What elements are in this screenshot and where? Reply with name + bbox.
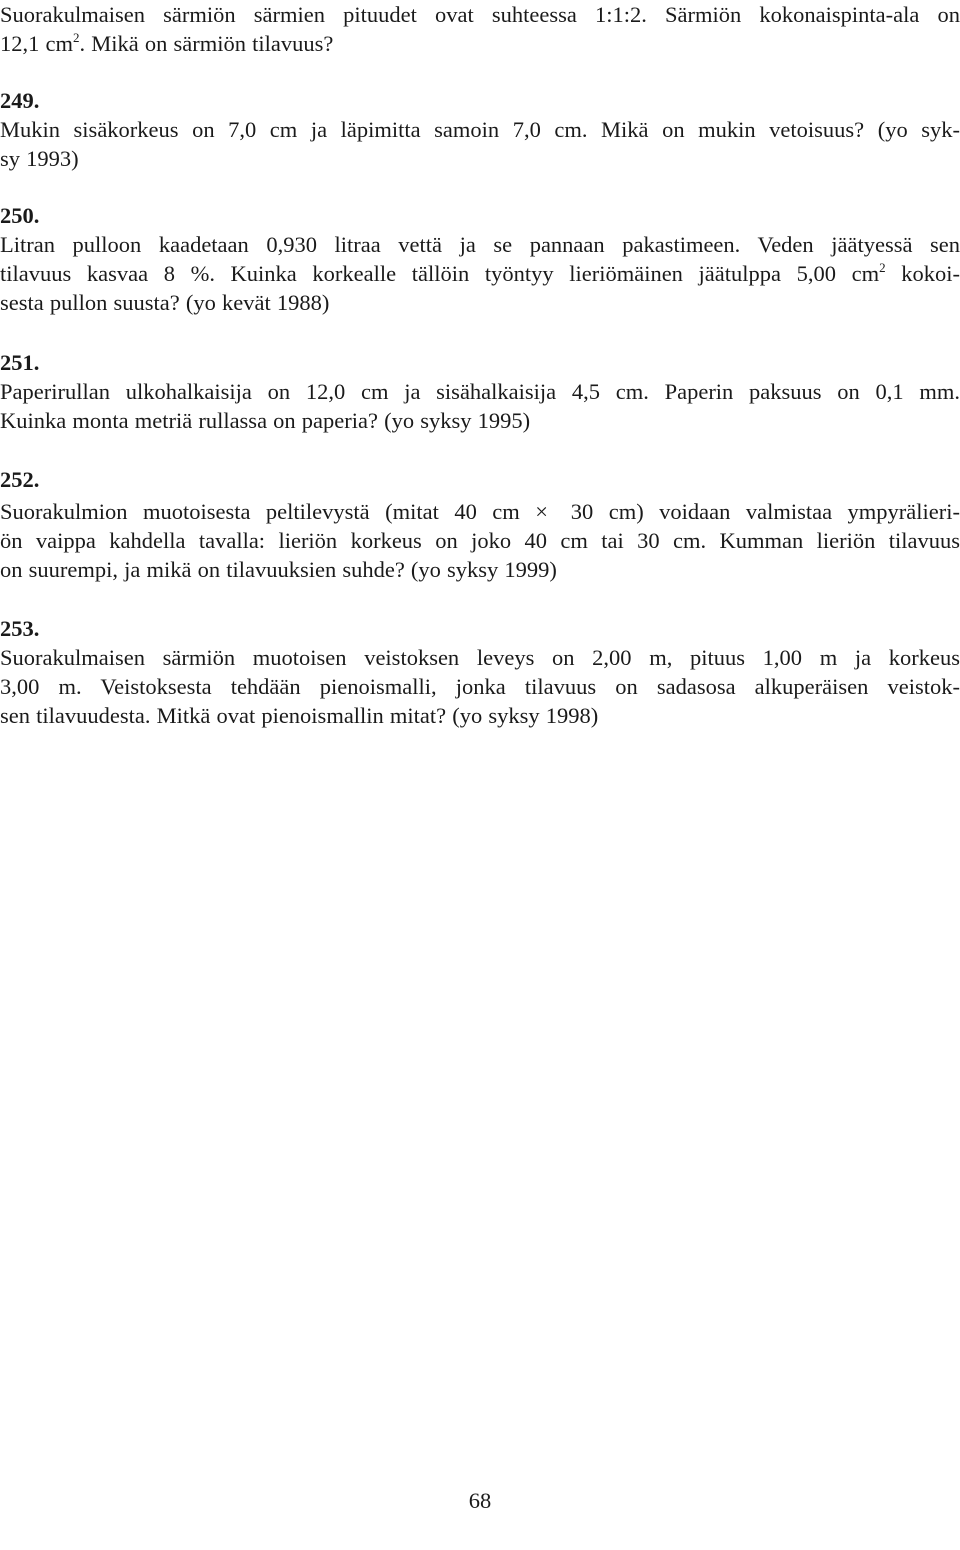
problem-number-249: 249. (0, 88, 40, 113)
page-number: 68 (468, 1488, 492, 1513)
superscript-2: 2 (73, 29, 80, 45)
problem-252-line-3: on suurempi, ja mikä on tilavuuksien suhde? (yo syksy 1999) (0, 557, 557, 582)
multiply-sign: × (535, 499, 548, 524)
problem-249-line-2: sy 1993) (0, 146, 79, 171)
superscript-2: 2 (879, 259, 886, 275)
problem-252-line-1 (0, 498, 960, 526)
intro-line-2-end: . Mikä on särmiön tilavuus? (79, 31, 334, 56)
problem-253-line-1: Suorakulmaisen särmiön muotoisen veistoksen leveys on 2,00 m, pituus 1,00 m ja korkeus (0, 645, 960, 670)
problem-252-line-2: ön vaippa kahdella tavalla: lieriön korkeus on joko 40 cm tai 30 cm. Kumman lieriön tilavuus (0, 528, 960, 553)
problem-252-line-1-end: 30 cm) voidaan valmistaa ympyrälieri- (570, 499, 960, 524)
problem-250-line-2 (0, 260, 960, 288)
problem-252-line-1-text: Suorakulmion muotoisesta peltilevystä (mitat 40 cm (0, 499, 520, 524)
problem-number-251: 251. (0, 350, 40, 375)
intro-line-2 (0, 30, 960, 58)
problem-number-252: 252. (0, 467, 40, 492)
problem-249-line-1: Mukin sisäkorkeus on 7,0 cm ja läpimitta samoin 7,0 cm. Mikä on mukin vetoisuus? (yo syk- (0, 117, 960, 142)
problem-250-line-1: Litran pulloon kaadetaan 0,930 litraa vettä ja se pannaan pakastimeen. Veden jäätyessä sen (0, 232, 960, 257)
problem-251-line-1: Paperirullan ulkohalkaisija on 12,0 cm ja sisähalkaisija 4,5 cm. Paperin paksuus on 0,1 mm. (0, 379, 960, 404)
problem-250-line-2-text: tilavuus kasvaa 8 %. Kuinka korkealle tällöin työntyy lieriömäinen jäätulppa 5,00 cm (0, 261, 880, 286)
intro-line-1: Suorakulmaisen särmiön särmien pituudet ovat suhteessa 1:1:2. Särmiön kokonaispinta-ala on (0, 2, 960, 27)
problem-250-line-3: sesta pullon suusta? (yo kevät 1988) (0, 290, 330, 315)
problem-250-line-2-end: kokoi- (885, 261, 960, 286)
intro-line-2-text: 12,1 cm (0, 31, 73, 56)
problem-number-250: 250. (0, 203, 40, 228)
problem-253-line-3: sen tilavuudesta. Mitkä ovat pienoismallin mitat? (yo syksy 1998) (0, 703, 599, 728)
problem-number-253: 253. (0, 616, 40, 641)
problem-251-line-2: Kuinka monta metriä rullassa on paperia? (yo syksy 1995) (0, 408, 531, 433)
problem-253-line-2: 3,00 m. Veistoksesta tehdään pienoismalli, jonka tilavuus on sadasosa alkuperäisen veistok- (0, 674, 960, 699)
